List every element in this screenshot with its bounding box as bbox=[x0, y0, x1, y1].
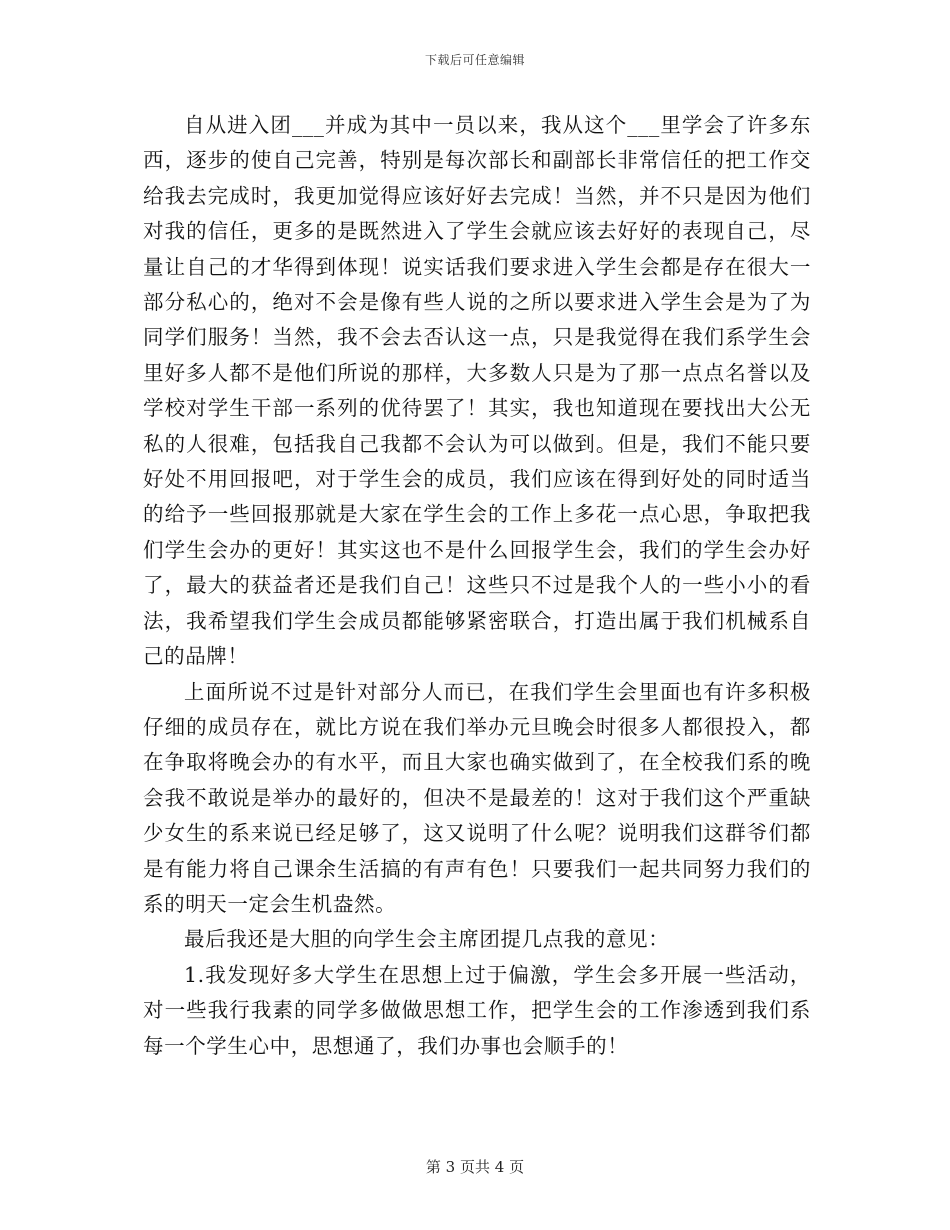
page-number-footer: 第 3 页共 4 页 bbox=[425, 1158, 525, 1176]
document-body bbox=[143, 108, 811, 1064]
paragraph-2: 上面所说不过是针对部分人而已，在我们学生会里面也有许多积极仔细的成员存在，就比方说在我们举办元旦晚会时很多人都很投入，都在争取将晚会办的有水平，而且大家也确实做到了，在全校我们系的晚会我不敢说是举办的最好的，但决不是最差的！这对于我们这个严重缺少女生的系来说已经足够了，这又说明了什么呢？说明我们这群爷们都是有能力将自己课余生活搞的有声有色！只要我们一起共同努力我们的系的明天一定会生机盎然。 bbox=[143, 679, 811, 916]
paragraph-4: 1.我发现好多大学生在思想上过于偏激，学生会多开展一些活动，对一些我行我素的同学多做做思想工作，把学生会的工作渗透到我们系每一个学生心中，思想通了，我们办事也会顺手的！ bbox=[143, 962, 811, 1058]
paragraph-3: 最后我还是大胆的向学生会主席团提几点我的意见： bbox=[184, 927, 670, 952]
paragraph-1: 自从进入团___并成为其中一员以来，我从这个___里学会了许多东西，逐步的使自己完善，特别是每次部长和副部长非常信任的把工作交给我去完成时，我更加觉得应该好好去完成！当然，并不只是因为他们对我的信任，更多的是既然进入了学生会就应该去好好的表现自己，尽量让自己的才华得到体现！说实话我们要求进入学生会都是存在很大一部分私心的，绝对不会是像有些人说的之所以要求进入学生会是为了为同学们服务！当然，我不会去否认这一点，只是我觉得在我们系学生会里好多人都不是他们所说的那样，大多数人只是为了那一点点名誉以及学校对学生干部一系列的优待罢了！其实，我也知道现在要找出大公无私的人很难，包括我自己我都不会认为可以做到。但是，我们不能只要好处不用回报吧，对于学生会的成员，我们应该在得到好处的同时适当的给予一些回报那就是大家在学生会的工作上多花一点心思，争取把我们学生会办的更好！其实这也不是什么回报学生会，我们的学生会办好了，最大的获益者还是我们自己！这些只不过是我个人的一些小小的看法，我希望我们学生会成员都能够紧密联合，打造出属于我们机械系自己的品牌！ bbox=[143, 113, 811, 669]
page-header: 下载后可任意编辑 bbox=[424, 53, 525, 67]
